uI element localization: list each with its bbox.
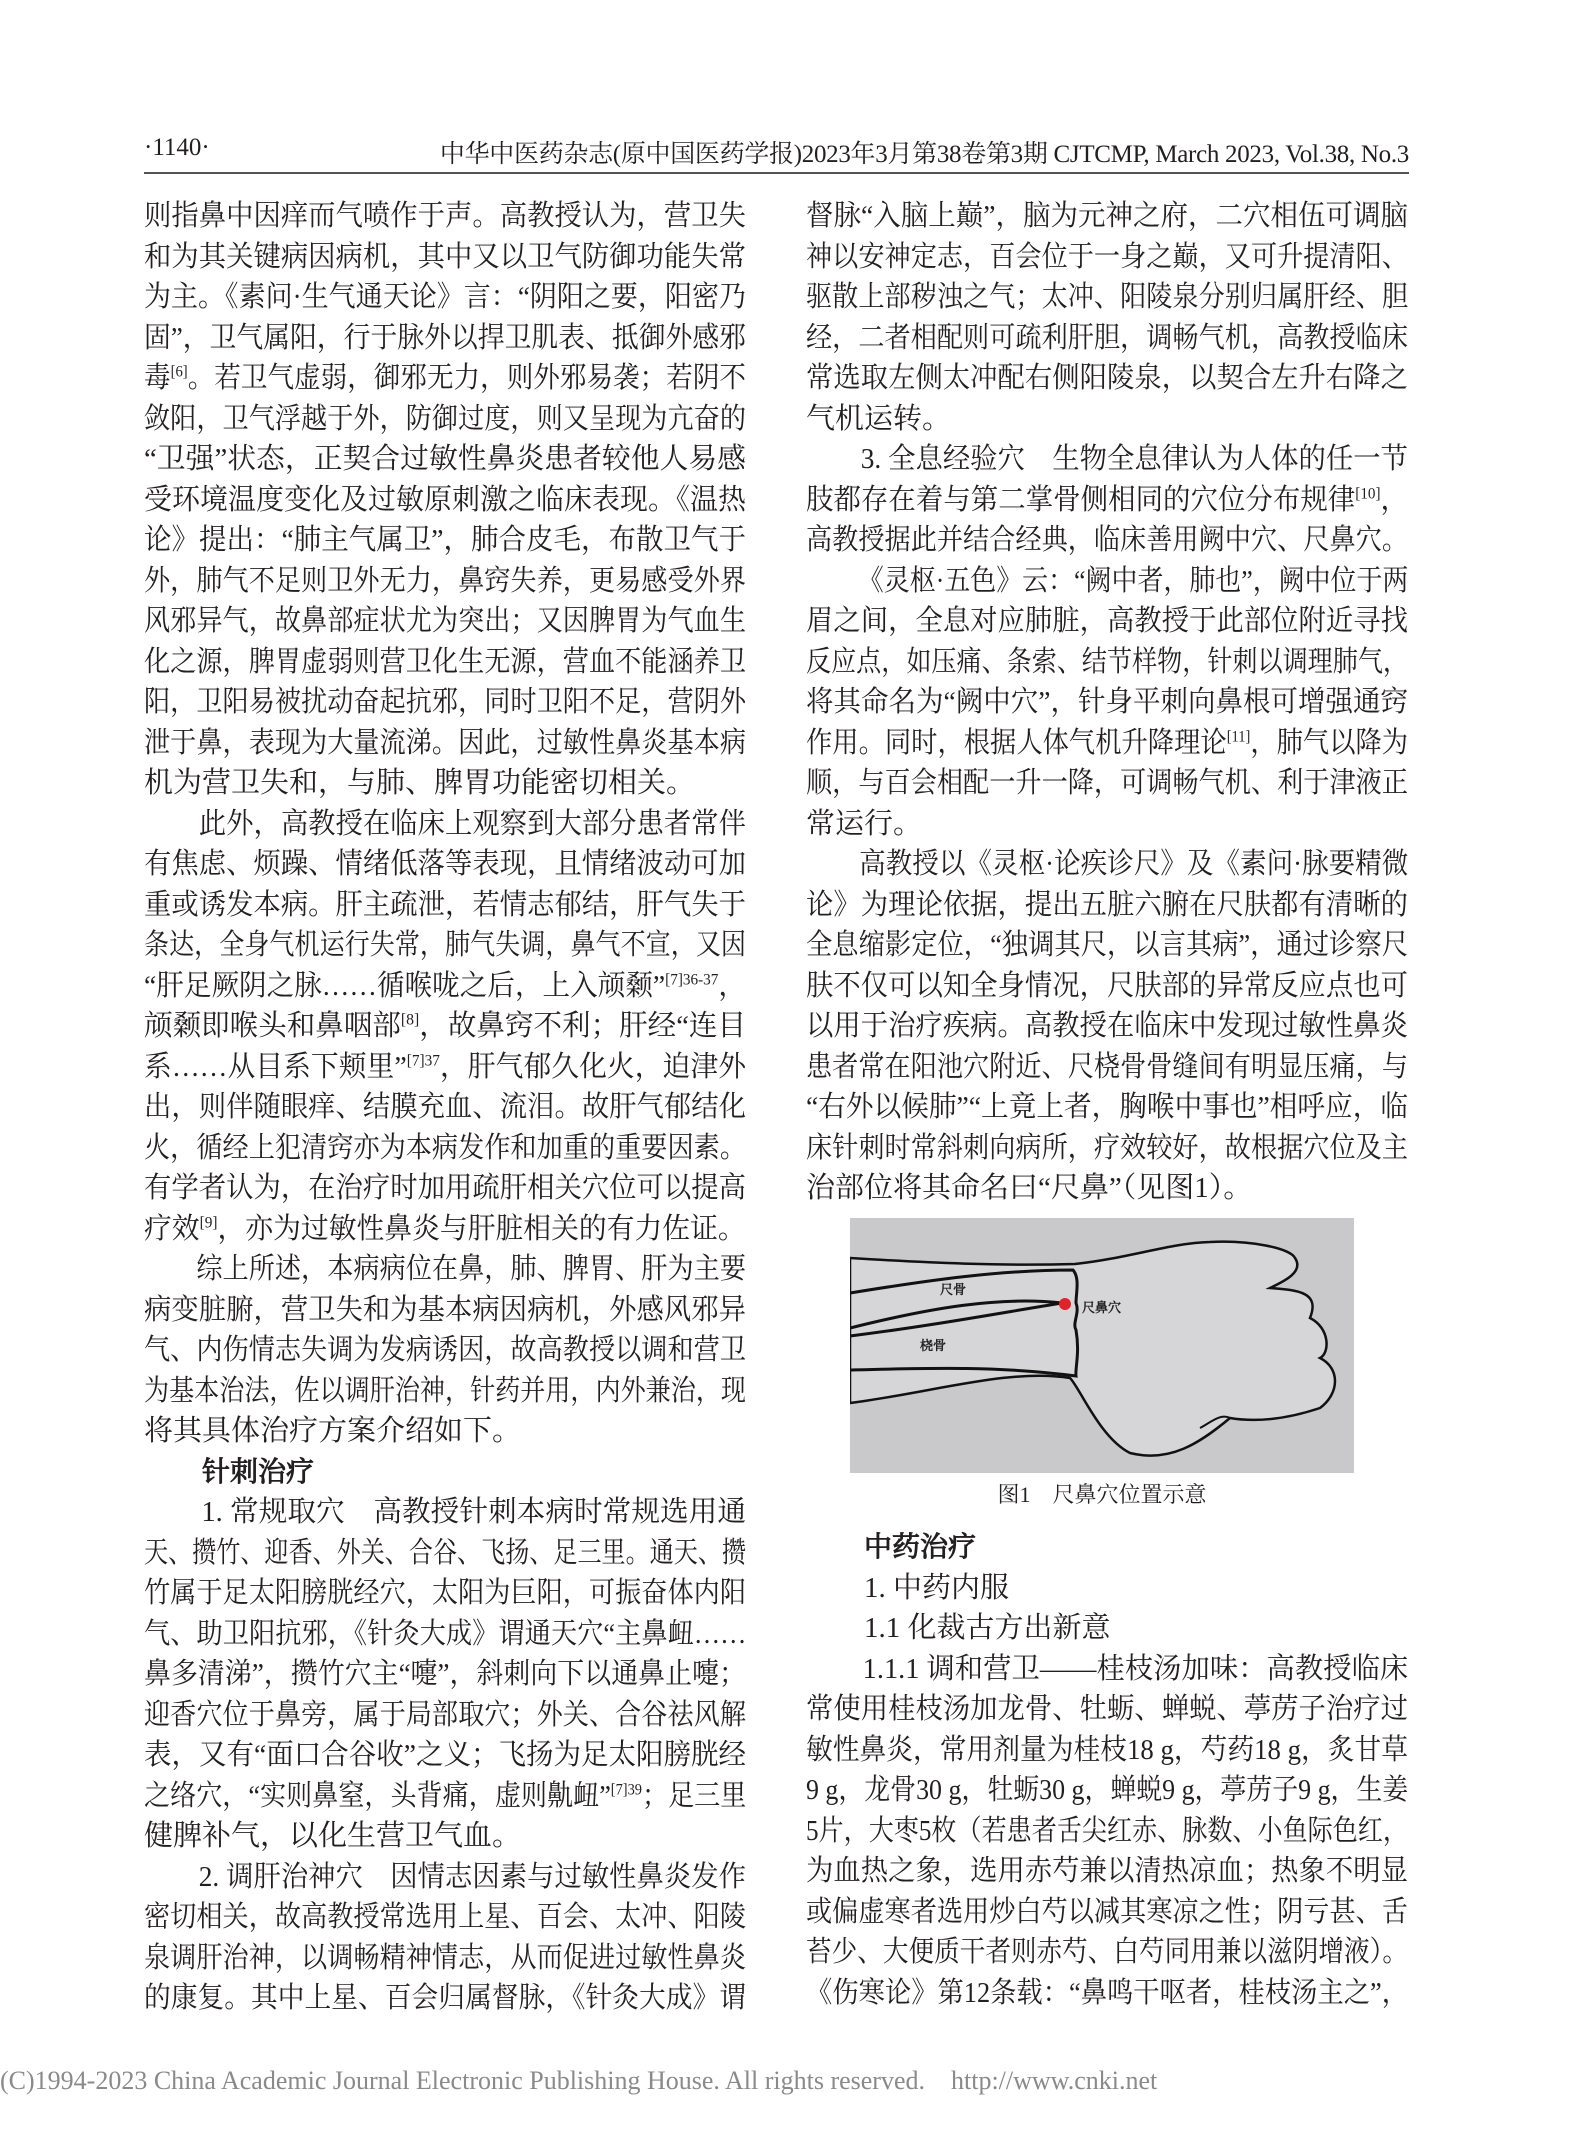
text-line [806, 196, 1408, 237]
section-heading [144, 1452, 746, 1493]
text-line [144, 399, 746, 440]
right-column-bottom [806, 1527, 1408, 2013]
text-line [144, 1411, 746, 1452]
text-run: 肢都存在着与第二掌骨侧相同的穴位分布规律 [806, 483, 1356, 516]
text-line [806, 1649, 1408, 1690]
text-run: 神以安神定志，百会位于一身之巅，又可升提清阳、 [806, 240, 1409, 273]
text-line [806, 1006, 1408, 1047]
text-run: 化之源，脾胃虚弱则营卫化生无源，营血不能涵养卫 [144, 645, 747, 678]
text-line [806, 642, 1408, 683]
right-column-top [806, 196, 1408, 1209]
text-line [806, 1892, 1408, 1933]
text-line [806, 1689, 1408, 1730]
text-run: “肝足厥阴之脉……循喉咙之后，上入颃颡” [144, 969, 666, 1002]
text-line [806, 358, 1408, 399]
text-run: 敏性鼻炎，常用剂量为桂枝18 g，芍药18 g，炙甘草 [806, 1733, 1408, 1766]
text-line [144, 1168, 746, 1209]
citation-superscript: [10] [1355, 484, 1381, 502]
text-run: 的康复。其中上星、百会归属督脉，《针灸大成》谓 [144, 1982, 746, 2014]
text-line [806, 561, 1408, 602]
text-run: 外，肺气不足则卫外无力，鼻窍失养，更易感受外界 [144, 564, 747, 597]
text-run: 气机运转。 [806, 402, 952, 435]
text-line [144, 1654, 746, 1695]
text-run: 鼻多清涕”，攒竹穴主“嚏”，斜刺向下以通鼻止嚏； [144, 1658, 746, 1690]
chibi-point-marker [1059, 1298, 1071, 1310]
radius-label: 桡骨 [920, 1338, 947, 1353]
text-run: 论》提出：“肺主气属卫”，肺合皮毛，布散卫气于 [144, 524, 746, 556]
text-run: 1. 常规取穴 高教授针刺本病时常规选用通 [201, 1496, 747, 1528]
ulna-label: 尺骨 [940, 1282, 967, 1297]
text-run: “卫强”状态，正契合过敏性鼻炎患者较他人易感 [144, 443, 746, 475]
text-line [806, 520, 1408, 561]
text-line [144, 682, 746, 723]
text-line [806, 1128, 1408, 1169]
figure-caption: 图1 尺鼻穴位置示意 [997, 1482, 1207, 1507]
text-run: 2. 调肝治神穴 因情志因素与过敏性鼻炎发作 [198, 1860, 747, 1893]
citation-superscript: [7]39 [610, 1780, 642, 1798]
text-run: 阳，卫阳易被扰动奋起抗邪，同时卫阳不足，营阴外 [144, 686, 747, 718]
text-line [144, 277, 746, 318]
text-run: 常运行。 [806, 807, 923, 840]
text-run: 为血热之象，选用赤芍兼以清热凉血；热象不明显 [806, 1855, 1409, 1887]
text-run: 论》为理论依据，提出五脏六腑在尺肤都有清晰的 [806, 888, 1409, 921]
text-line [144, 1938, 746, 1979]
text-run: 泄于鼻，表现为大量流涕。因此，过敏性鼻炎基本病 [144, 726, 747, 759]
chibi-point-label: 尺鼻穴 [1082, 1300, 1122, 1315]
text-line [806, 1730, 1408, 1771]
page-number: ·1140· [144, 134, 210, 161]
text-run: ， [1380, 483, 1408, 516]
text-run: 竹属于足太阳膀胱经穴，太阳为巨阳，可振奋体内阳 [144, 1577, 747, 1609]
text-run: 系……从目系下颊里” [144, 1050, 407, 1083]
text-run: 作用。同时，根据人体气机升降理论 [806, 726, 1227, 759]
text-run: 天、攒竹、迎香、外关、合谷、飞扬、足三里。通天、攒 [144, 1536, 747, 1569]
text-line [806, 1973, 1408, 2014]
text-line [144, 1897, 746, 1938]
text-run: 条达，全身气机运行失常，肺气失调，鼻气不宣，又因 [144, 929, 747, 961]
text-run: 1.1.1 调和营卫——桂枝汤加味：高教授临床 [862, 1652, 1409, 1685]
text-line [144, 1816, 746, 1857]
text-line [806, 1047, 1408, 1088]
text-run: 反应点，如压痛、条索、结节样物，针刺以调理肺气， [806, 645, 1409, 678]
citation-superscript: [11] [1226, 727, 1251, 745]
text-line [806, 1087, 1408, 1128]
text-line [144, 1857, 746, 1898]
left-column [144, 196, 746, 2019]
text-run: 驱散上部秽浊之气；太冲、阳陵泉分别归属肝经、胆 [806, 281, 1409, 313]
text-line [144, 561, 746, 602]
text-run: 将其具体治疗方案介绍如下。 [144, 1415, 522, 1447]
text-line [144, 196, 746, 237]
text-line [806, 399, 1408, 440]
text-line [144, 1695, 746, 1736]
text-line [144, 237, 746, 278]
text-line [806, 1168, 1408, 1209]
text-run: 机为营卫失和，与肺、脾胃功能密切相关。 [144, 767, 696, 799]
text-run: 苔少、大便质干者则赤芍、白芍同用兼以滋阴增液）。 [806, 1936, 1408, 1968]
text-line [144, 763, 746, 804]
text-line [144, 1371, 746, 1412]
text-line [806, 1851, 1408, 1892]
text-run: ，故鼻窍不利；肝经“连目 [419, 1010, 746, 1042]
figure-1-wrist-diagram [850, 1218, 1354, 1473]
text-run: 表，又有“面口合谷收”之义；飞扬为足太阳膀胱经 [144, 1739, 746, 1771]
text-line [144, 1776, 746, 1817]
text-run: 将其命名为“阙中穴”，针身平刺向鼻根可增强通窍 [806, 686, 1408, 718]
text-run: 《伤寒论》第12条载：“鼻鸣干呕者，桂枝汤主之”， [806, 1976, 1408, 2009]
text-line [144, 966, 746, 1007]
text-line [144, 318, 746, 359]
text-line [144, 520, 746, 561]
text-line [144, 480, 746, 521]
text-line [144, 1249, 746, 1290]
text-run: 。若卫气虚弱，御邪无力，则外邪易袭；若阴不 [187, 362, 746, 394]
journal-header: 中华中医药杂志(原中国医药学报)2023年3月第38卷第3期 CJTCMP, March 2023, Vol.38, No.3 [439, 141, 1409, 168]
citation-superscript: [7]36-37 [665, 970, 719, 988]
text-line [806, 1770, 1408, 1811]
text-run: ，肺气以降为 [1250, 726, 1409, 759]
text-run: 毒 [144, 362, 171, 394]
text-line [144, 642, 746, 683]
text-run: 9 g，龙骨30 g，牡蛎30 g，蝉蜕9 g，葶苈子9 g，生姜 [806, 1774, 1409, 1806]
text-run: 健脾补气，以化生营卫气血。 [144, 1820, 522, 1852]
text-line [144, 804, 746, 845]
text-line [806, 237, 1408, 278]
text-run: 密切相关，故高教授常选用上星、百会、太冲、阳陵 [144, 1901, 747, 1933]
text-line [806, 844, 1408, 885]
text-run: 为主。《素问·生气通天论》言：“阴阳之要，阳密乃 [144, 281, 747, 313]
text-line [806, 1608, 1408, 1649]
citation-superscript: [6] [170, 363, 188, 381]
text-run: ；足三里 [641, 1779, 747, 1812]
text-run: 患者常在阳池穴附近、尺桡骨骨缝间有明显压痛，与 [806, 1050, 1409, 1083]
text-line [144, 1614, 746, 1655]
text-line [144, 925, 746, 966]
text-line [144, 1735, 746, 1776]
text-run: 高教授以《灵枢·论疾诊尺》及《素问·脉要精微 [859, 848, 1409, 880]
text-run: 综上所述，本病病位在鼻，肺、脾胃、肝为主要 [196, 1253, 747, 1285]
text-run: 气、内伤情志失调为发病诱因，故高教授以调和营卫 [144, 1334, 747, 1366]
text-run: 3. 全息经验穴 生物全息律认为人体的任一节 [860, 443, 1409, 475]
text-line [806, 1932, 1408, 1973]
text-line [806, 480, 1408, 521]
text-line [144, 1330, 746, 1371]
text-line [144, 1290, 746, 1331]
text-run: 重或诱发本病。肝主疏泄，若情志郁结，肝气失于 [144, 888, 747, 921]
text-run: 床针刺时常斜刺向病所，疗效较好，故根据穴位及主 [806, 1131, 1409, 1164]
text-line [806, 925, 1408, 966]
section-heading [806, 1527, 1408, 1568]
text-line [144, 439, 746, 480]
text-line [144, 1978, 746, 2019]
text-line [806, 723, 1408, 764]
text-line [806, 885, 1408, 926]
text-line [144, 1087, 746, 1128]
text-line [144, 1128, 746, 1169]
text-line [144, 1047, 746, 1088]
text-line [806, 1568, 1408, 1609]
text-run: 则指鼻中因痒而气喷作于声。高教授认为，营卫失 [144, 200, 747, 232]
text-line [806, 966, 1408, 1007]
text-run: 有学者认为，在治疗时加用疏肝相关穴位可以提高 [144, 1172, 747, 1204]
text-line [144, 1492, 746, 1533]
text-run: 疗效 [144, 1212, 200, 1245]
copyright-footer: (C)1994-2023 China Academic Journal Electronic Publishing House. All rights reserved. http://www.cnki.net [0, 2066, 1158, 2095]
text-run: 迎香穴位于鼻旁，属于局部取穴；外关、合谷祛风解 [144, 1698, 747, 1731]
text-run: 5片，大枣5枚（若患者舌尖红赤、脉数、小鱼际色红， [806, 1814, 1409, 1847]
text-run: 和为其关键病因病机，其中又以卫气防御功能失常 [144, 240, 747, 273]
citation-superscript: [7]37 [406, 1051, 440, 1069]
text-run: 顺，与百会相配一升一降，可调畅气机、利于津液正 [806, 767, 1409, 799]
text-run: 1. 中药内服 [864, 1571, 1010, 1604]
text-run: 肤不仅可以知全身情况，尺肤部的异常反应点也可 [806, 969, 1409, 1002]
text-run: 以用于治疗疾病。高教授在临床中发现过敏性鼻炎 [806, 1010, 1409, 1042]
text-run: 常选取左侧太冲配右侧阳陵泉，以契合左升右降之 [806, 362, 1409, 394]
text-run: ， [718, 969, 746, 1002]
text-run: ，亦为过敏性鼻炎与肝脏相关的有力佐证。 [217, 1212, 746, 1245]
text-line [144, 1209, 746, 1250]
text-run: 固”，卫气属阳，行于脉外以捍卫肌表、抵御外感邪 [144, 321, 746, 354]
text-run: 常使用桂枝汤加龙骨、牡蛎、蝉蜕、葶苈子治疗过 [806, 1693, 1409, 1725]
text-line [806, 439, 1408, 480]
text-run: 泉调肝治神，以调畅精神情志，从而促进过敏性鼻炎 [144, 1941, 747, 1974]
text-line [806, 682, 1408, 723]
text-line [806, 1811, 1408, 1852]
text-run: 高教授据此并结合经典，临床善用阙中穴、尺鼻穴。 [806, 524, 1409, 556]
text-run: 治部位将其命名曰“尺鼻”（见图1）。 [806, 1172, 1253, 1204]
text-run: 气、助卫阳抗邪，《针灸大成》谓通天穴“主鼻衄…… [144, 1617, 747, 1650]
text-run: 为基本治法，佐以调肝治神，针药并用，内外兼治，现 [144, 1374, 747, 1407]
text-run: 敛阳，卫气浮越于外，防御过度，则又呈现为亢奋的 [144, 402, 747, 435]
text-run: 有焦虑、烦躁、情绪低落等表现，且情绪波动可加 [144, 848, 747, 880]
text-run: 风邪异气，故鼻部症状尤为突出；又因脾胃为气血生 [144, 605, 747, 637]
text-run: 督脉“入脑上巅”，脑为元神之府，二穴相伍可调脑 [806, 200, 1408, 232]
text-run: 或偏虚寒者选用炒白芍以减其寒凉之性；阴亏甚、舌 [806, 1895, 1409, 1928]
text-line [806, 763, 1408, 804]
text-run: 针刺治疗 [202, 1455, 315, 1487]
text-run: 此外，高教授在临床上观察到大部分患者常伴 [198, 807, 747, 840]
text-line [144, 723, 746, 764]
text-line [144, 1533, 746, 1574]
text-run: 经，二者相配则可疏利肝胆，调畅气机，高教授临床 [806, 321, 1409, 354]
text-run: 《灵枢·五色》云：“阙中者，肺也”，阙中位于两 [857, 564, 1409, 597]
text-line [144, 844, 746, 885]
text-line [806, 318, 1408, 359]
text-run: 火，循经上犯清窍亦为本病发作和加重的重要因素。 [144, 1131, 747, 1164]
citation-superscript: [8] [400, 1011, 420, 1029]
text-run: 之络穴，“实则鼻窒，头背痛，虚则鼽衄” [144, 1779, 611, 1812]
text-line [144, 1573, 746, 1614]
text-line [144, 601, 746, 642]
text-run: 颃颡即喉头和鼻咽部 [144, 1010, 401, 1042]
header-rule [144, 172, 1409, 174]
text-line [144, 358, 746, 399]
text-line [144, 1006, 746, 1047]
text-run: 眉之间，全息对应肺脏，高教授于此部位附近寻找 [806, 605, 1409, 637]
citation-superscript: [9] [199, 1213, 218, 1231]
text-run: 1.1 化裁古方出新意 [864, 1612, 1111, 1644]
text-line [806, 804, 1408, 845]
text-run: 出，则伴随眼痒、结膜充血、流泪。故肝气郁结化 [144, 1091, 747, 1123]
text-run: “右外以候肺”“上竟上者，胸喉中事也”相呼应，临 [806, 1091, 1408, 1123]
text-run: ，肝气郁久化火，迫津外 [439, 1050, 746, 1083]
text-run: 中药治疗 [864, 1531, 977, 1562]
text-run: 受环境温度变化及过敏原刺激之临床表现。《温热 [144, 483, 746, 516]
text-run: 病变脏腑，营卫失和为基本病因病机，外感风邪异 [144, 1293, 747, 1326]
text-run: 全息缩影定位，“独调其尺，以言其病”，通过诊察尺 [806, 929, 1408, 961]
text-line [806, 601, 1408, 642]
text-line [806, 277, 1408, 318]
text-line [144, 885, 746, 926]
